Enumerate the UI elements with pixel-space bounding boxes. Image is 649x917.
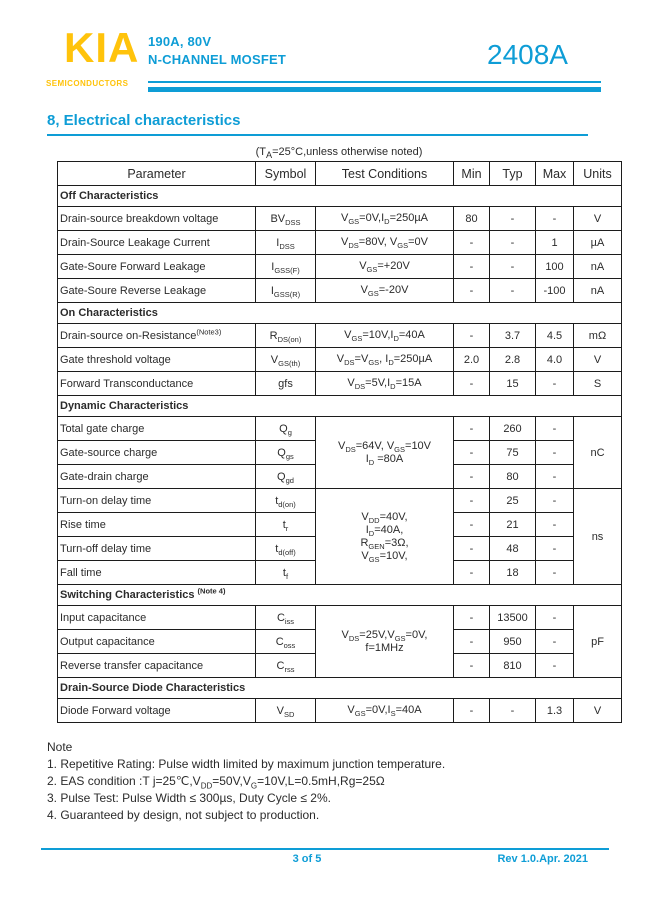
units-cell: pF [574, 606, 622, 678]
max-cell: - [536, 630, 574, 654]
max-cell: - [536, 417, 574, 441]
symbol-cell: $t_{d(off)}$ [256, 537, 316, 561]
notes-list [47, 756, 607, 824]
test-condition-note: ($T_A=25^\circ C,unless$ otherwise noted) [255, 146, 423, 161]
min-cell: - [454, 255, 490, 279]
typ-cell: - [490, 279, 536, 303]
section-row [58, 303, 622, 324]
symbol-cell: $C_{iss}$ [256, 606, 316, 630]
units-cell: V [574, 348, 622, 372]
table-row [58, 417, 622, 441]
note-item: 4. Guaranteed by design, not subject to production. [47, 808, 320, 822]
symbol-cell: $Q_g$ [256, 417, 316, 441]
conditions-cell: $V_{DS}=80V$, $V_{GS}=0V$ [316, 231, 454, 255]
col-header-symbol: Symbol [256, 162, 316, 186]
kia-logo: KIA [64, 24, 140, 71]
conditions-cell: $V_{GS}=+20V$ [316, 255, 454, 279]
units-cell: nC [574, 417, 622, 489]
notes-block [47, 739, 607, 824]
min-cell: - [454, 561, 490, 585]
parameter-cell: Diode Forward voltage [58, 699, 256, 723]
units-cell: µA [574, 231, 622, 255]
parameter-cell: Gate threshold voltage [58, 348, 256, 372]
parameter-cell: Gate-Soure Forward Leakage [58, 255, 256, 279]
electrical-characteristics-table [57, 161, 622, 723]
table-row [58, 372, 622, 396]
typ-cell: 950 [490, 630, 536, 654]
section-row [58, 396, 622, 417]
section-heading: 8, Electrical characteristics [47, 112, 241, 129]
table-row [58, 279, 622, 303]
max-cell: - [536, 441, 574, 465]
symbol-cell: $Q_{gs}$ [256, 441, 316, 465]
parameter-cell: Turn-off delay time [58, 537, 256, 561]
symbol-cell: $t_r$ [256, 513, 316, 537]
parameter-cell: Forward Transconductance [58, 372, 256, 396]
device-rating: 190A, 80V [148, 34, 212, 49]
typ-cell: - [490, 231, 536, 255]
typ-cell: 260 [490, 417, 536, 441]
max-cell: - [536, 465, 574, 489]
header-rule-thick [148, 87, 601, 92]
symbol-cell: $BV_{DSS}$ [256, 207, 316, 231]
col-header-typ: Typ [490, 162, 536, 186]
conditions-cell: $V_{GS}=0V,I_S=40A$ [316, 699, 454, 723]
min-cell: - [454, 537, 490, 561]
note-item: 1. Repetitive Rating: Pulse width limited by maximum junction temperature. [47, 757, 446, 771]
max-cell: 1 [536, 231, 574, 255]
table-row [58, 324, 622, 348]
max-cell: - [536, 489, 574, 513]
header-rule-thin [148, 81, 601, 83]
typ-cell: 18 [490, 561, 536, 585]
symbol-cell: $C_{rss}$ [256, 654, 316, 678]
units-cell: nA [574, 255, 622, 279]
table-row [58, 255, 622, 279]
page-number: 3 of 5 [292, 853, 322, 865]
section-title: On Characteristics [58, 303, 622, 324]
table-row [58, 348, 622, 372]
parameter-cell: Gate-Soure Reverse Leakage [58, 279, 256, 303]
section-row [58, 186, 622, 207]
table-row [58, 606, 622, 630]
device-type: N-CHANNEL MOSFET [148, 52, 287, 67]
parameter-cell: Gate-drain charge [58, 465, 256, 489]
revision-label: Rev 1.0.Apr. 2021 [497, 853, 588, 865]
parameter-cell: Drain-source breakdown voltage [58, 207, 256, 231]
symbol-cell: $t_f$ [256, 561, 316, 585]
parameter-cell: Input capacitance [58, 606, 256, 630]
max-cell: 4.5 [536, 324, 574, 348]
table-row [58, 231, 622, 255]
conditions-cell: $V_{DD}=40V$, $I_D=40A$, $R_{GEN}=3\Omega$, $V_{GS}=10V$, [316, 489, 454, 585]
min-cell: - [454, 231, 490, 255]
symbol-cell: $V_{SD}$ [256, 699, 316, 723]
units-cell: V [574, 207, 622, 231]
symbol-cell: $I_{DSS}$ [256, 231, 316, 255]
conditions-cell: $V_{GS}=10V,I_D=40A$ [316, 324, 454, 348]
conditions-cell: $V_{GS}=-20V$ [316, 279, 454, 303]
typ-cell: 3.7 [490, 324, 536, 348]
min-cell: - [454, 489, 490, 513]
min-cell: - [454, 279, 490, 303]
min-cell: 2.0 [454, 348, 490, 372]
symbol-cell: $Q_{gd}$ [256, 465, 316, 489]
conditions-cell: $V_{GS}=0V,I_D=250\mu A$ [316, 207, 454, 231]
typ-cell: - [490, 207, 536, 231]
parameter-cell: Fall time [58, 561, 256, 585]
typ-cell: 48 [490, 537, 536, 561]
min-cell: - [454, 513, 490, 537]
symbol-cell: $C_{oss}$ [256, 630, 316, 654]
min-cell: - [454, 699, 490, 723]
units-cell: V [574, 699, 622, 723]
section-title: Drain-Source Diode Characteristics [58, 678, 622, 699]
parameter-cell: Output capacitance [58, 630, 256, 654]
footer-rule [41, 848, 609, 850]
col-header-test-conditions: Test Conditions [316, 162, 454, 186]
symbol-cell: gfs [256, 372, 316, 396]
section-heading-underline [47, 134, 588, 136]
table-row [58, 489, 622, 513]
parameter-cell: Reverse transfer capacitance [58, 654, 256, 678]
max-cell: - [536, 207, 574, 231]
conditions-cell: $V_{DS}=V_{GS}$, $I_D=250\mu A$ [316, 348, 454, 372]
typ-cell: 75 [490, 441, 536, 465]
note-item: 3. Pulse Test: Pulse Width ≤ 300µs, Duty Cycle ≤ 2%. [47, 791, 331, 805]
min-cell: - [454, 606, 490, 630]
section-title: Off Characteristics [58, 186, 622, 207]
max-cell: - [536, 561, 574, 585]
section-title: Switching Characteristics $^{(Note 4)}$ [58, 585, 622, 606]
symbol-cell: $I_{GSS(R)}$ [256, 279, 316, 303]
part-number: 2408A [487, 39, 568, 70]
table-body [58, 186, 622, 723]
symbol-cell: $I_{GSS(F)}$ [256, 255, 316, 279]
min-cell: - [454, 372, 490, 396]
units-cell: ns [574, 489, 622, 585]
conditions-cell: $V_{DS}=5V,I_D=15A$ [316, 372, 454, 396]
parameter-cell: Gate-source charge [58, 441, 256, 465]
symbol-cell: $R_{DS(on)}$ [256, 324, 316, 348]
notes-title: Note [47, 740, 73, 754]
max-cell: 4.0 [536, 348, 574, 372]
min-cell: - [454, 441, 490, 465]
note-item: 2. EAS condition :T $j=25℃,V_{DD}=50V,V_G=10V,L=0.5mH,Rg=25\Omega$ [47, 774, 385, 791]
units-cell: S [574, 372, 622, 396]
symbol-cell: $V_{GS(th)}$ [256, 348, 316, 372]
device-summary [148, 33, 286, 69]
min-cell: - [454, 630, 490, 654]
max-cell: - [536, 537, 574, 561]
max-cell: 100 [536, 255, 574, 279]
parameter-cell: Total gate charge [58, 417, 256, 441]
section-title: Dynamic Characteristics [58, 396, 622, 417]
parameter-cell: Drain-source on-Resistance$^{(Note3)}$ [58, 324, 256, 348]
conditions-cell: $V_{DS}=25V,V_{GS}=0V$, f=1MHz [316, 606, 454, 678]
table-row [58, 207, 622, 231]
table-row [58, 699, 622, 723]
col-header-min: Min [454, 162, 490, 186]
typ-cell: 15 [490, 372, 536, 396]
max-cell: - [536, 372, 574, 396]
typ-cell: 25 [490, 489, 536, 513]
symbol-cell: $t_{d(on)}$ [256, 489, 316, 513]
units-cell: mΩ [574, 324, 622, 348]
section-row [58, 678, 622, 699]
typ-cell: 80 [490, 465, 536, 489]
kia-logo-subtext: SEMICONDUCTORS [46, 79, 129, 88]
typ-cell: - [490, 255, 536, 279]
min-cell: 80 [454, 207, 490, 231]
conditions-cell: $V_{DS}=64V$, $V_{GS}=10V$ $I_D =80A$ [316, 417, 454, 489]
min-cell: - [454, 465, 490, 489]
min-cell: - [454, 324, 490, 348]
typ-cell: 21 [490, 513, 536, 537]
max-cell: - [536, 654, 574, 678]
col-header-parameter: Parameter [58, 162, 256, 186]
parameter-cell: Drain-Source Leakage Current [58, 231, 256, 255]
max-cell: -100 [536, 279, 574, 303]
typ-cell: 13500 [490, 606, 536, 630]
max-cell: - [536, 513, 574, 537]
col-header-max: Max [536, 162, 574, 186]
max-cell: - [536, 606, 574, 630]
table-header-row [58, 162, 622, 186]
typ-cell: 2.8 [490, 348, 536, 372]
parameter-cell: Rise time [58, 513, 256, 537]
max-cell: 1.3 [536, 699, 574, 723]
min-cell: - [454, 417, 490, 441]
units-cell: nA [574, 279, 622, 303]
col-header-units: Units [574, 162, 622, 186]
typ-cell: - [490, 699, 536, 723]
typ-cell: 810 [490, 654, 536, 678]
min-cell: - [454, 654, 490, 678]
parameter-cell: Turn-on delay time [58, 489, 256, 513]
section-row [58, 585, 622, 606]
